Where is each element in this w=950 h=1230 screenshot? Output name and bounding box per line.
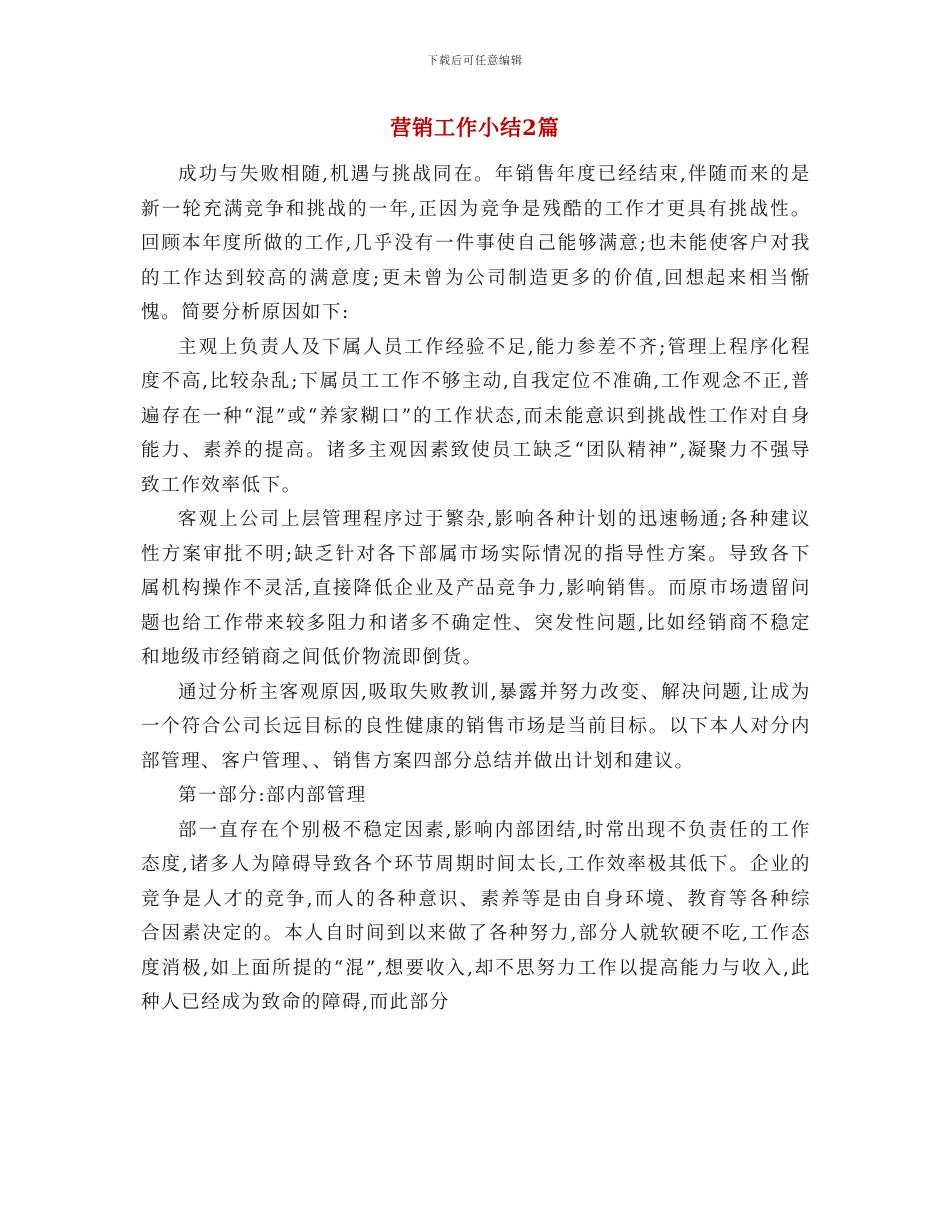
paragraph-subjective-causes: 主观上负责人及下属人员工作经验不足,能力参差不齐;管理上程序化程度不高,比较杂乱;下属员工工作不够主动,自我定位不准确,工作观念不正,普遍存在一种“混”或“养家糊口”的工作状态,而未能意识到挑战性工作对自身能力、素养的提高。诸多主观因素致使员工缺乏“团队精神”,凝聚力不强导致工作效率低下。 xyxy=(141,336,811,496)
paragraph-objective-causes: 客观上公司上层管理程序过于繁杂,影响各种计划的迅速畅通;各种建议性方案审批不明;缺乏针对各下部属市场实际情况的指导性方案。导致各下属机构操作不灵活,直接降低企业及产品竞争力,影响销售。而原市场遗留问题也给工作带来较多阻力和诸多不确定性、突发性问题,比如经销商不稳定和地级市经销商之间低价物流即倒货。 xyxy=(141,509,811,668)
document-title: 营销工作小结2篇 xyxy=(390,115,560,140)
section-heading-part-one: 第一部分:部内部管理 xyxy=(178,785,367,806)
paragraph-internal-management: 部一直存在个别极不稳定因素,影响内部团结,时常出现不负责任的工作态度,诸多人为障碍导致各个环节周期时间太长,工作效率极其低下。企业的竞争是人才的竞争,而人的各种意识、素养等是由自身环境、教育等各种综合因素决定的。本人自时间到以来做了各种努力,部分人就软硬不吃,工作态度消极,如上面所提的“混”,想要收入,却不思努力工作以提高能力与收入,此种人已经成为致命的障碍,而此部分 xyxy=(141,819,811,1013)
paragraph-intro: 成功与失败相随,机遇与挑战同在。年销售年度已经结束,伴随而来的是新一轮充满竞争和挑战的一年,正因为竞争是残酷的工作才更具有挑战性。回顾本年度所做的工作,几乎没有一件事使自己能够满意;也未能使客户对我的工作达到较高的满意度;更未曾为公司制造更多的价值,回想起来相当惭愧。简要分析原因如下: xyxy=(141,164,811,323)
paragraph-summary-plan: 通过分析主客观原因,吸取失败教训,暴露并努力改变、解决问题,让成为一个符合公司长远目标的良性健康的销售市场是当前目标。以下本人对分内部管理、客户管理、、销售方案四部分总结并做出计划和建议。 xyxy=(141,681,811,772)
document-body xyxy=(141,158,811,1021)
page-header: 下载后可任意编辑 xyxy=(427,54,523,67)
